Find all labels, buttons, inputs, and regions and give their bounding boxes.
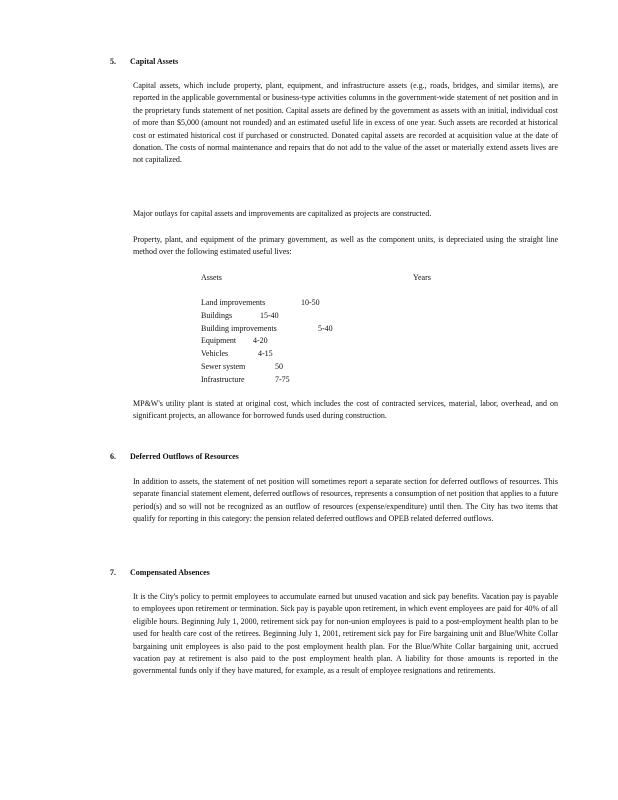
asset-years: 7-75 (275, 374, 290, 384)
section-number: 5. (110, 57, 116, 66)
asset-years: 15-40 (260, 310, 279, 320)
years-column-header: Years (413, 273, 431, 282)
section-title: Deferred Outflows of Resources (130, 452, 239, 461)
assets-column-header: Assets (201, 273, 222, 282)
major-outlays-paragraph: Major outlays for capital assets and improvements are capitalized as projects are constructed. (133, 209, 432, 218)
asset-years: 5-40 (318, 323, 333, 333)
section-heading-capital-assets (110, 57, 178, 67)
asset-name: Building improvements (201, 323, 277, 333)
asset-name: Equipment (201, 336, 237, 346)
asset-years: 4-15 (258, 349, 273, 359)
asset-name: Sewer system (201, 361, 246, 371)
section-number: 7. (110, 568, 116, 577)
deferred-outflows-paragraph: In addition to assets, the statement of net position will sometimes report a separate section for deferred outflows of resources. This separate financial statement element, deferred outflows of resources, represents a consumption of net position that applies to a future period(s) and so will not be recognized as an outflow of resources (expense/expenditure) until then. The City has two items that qualify for reporting in this category: the pension related deferred outflows and OPEB related deferred outflows. (133, 477, 558, 524)
section-title: Capital Assets (130, 57, 179, 66)
capital-assets-paragraph: Capital assets, which include property, plant, equipment, and infrastructure assets (e.g., roads, bridges, and similar items), are reported in the applicable governmental or business-type activities columns in the government-wide statement of net position and in the proprietary funds statement of net position. Capital assets are defined by the government as assets with an initial, individual cost of more than $5,000 (amount not rounded) and an estimated useful life in excess of one year. Such assets are recorded at historical cost or estimated historical cost if purchased or constructed. Donated capital assets are recorded at acquisition value at the date of donation. The costs of normal maintenance and repairs that do not add to the value of the asset or materially extend assets lives are not capitalized. (133, 81, 558, 165)
section-heading-deferred-outflows (110, 452, 239, 462)
section-number: 6. (110, 452, 116, 461)
depreciation-paragraph: Property, plant, and equipment of the primary government, as well as the component units, is depreciated using the straight line method over the following estimated useful lives: (133, 235, 558, 257)
section-title: Compensated Absences (130, 568, 210, 577)
section-heading-compensated-absences (110, 568, 210, 578)
asset-name: Buildings (201, 310, 233, 320)
asset-name: Vehicles (201, 349, 229, 359)
utility-plant-paragraph: MP&W's utility plant is stated at original cost, which includes the cost of contracted services, material, labor, overhead, and on significant projects, an allowance for borrowed funds used during construction. (133, 399, 558, 421)
asset-name: Land improvements (201, 298, 266, 307)
asset-years: 50 (275, 361, 283, 371)
asset-years: 10-50 (301, 298, 320, 307)
asset-years: 4-20 (253, 336, 268, 346)
compensated-absences-paragraph: It is the City's policy to permit employees to accumulate earned but unused vacation and sick pay benefits. Vacation pay is payable to employees upon retirement or termination. Sick pay is payable upon retirement, in which event employees are paid for 40% of all eligible hours. Beginning July 1, 2000, retirement sick pay for non-union employees is paid to a post-employment health plan to be used for health care cost of the retirees. Beginning July 1, 2001, retirement sick pay for Fire bargaining unit and Blue/White Collar bargaining unit employees is also paid to the post employment health plan. For the Blue/White Collar bargaining unit, accrued vacation pay at retirement is also paid to the post employment health plan. A liability for those amounts is reported in the governmental funds only if they have matured, for example, as a result of employee resignations and retirements. (133, 592, 558, 676)
asset-name: Infrastructure (201, 374, 245, 384)
